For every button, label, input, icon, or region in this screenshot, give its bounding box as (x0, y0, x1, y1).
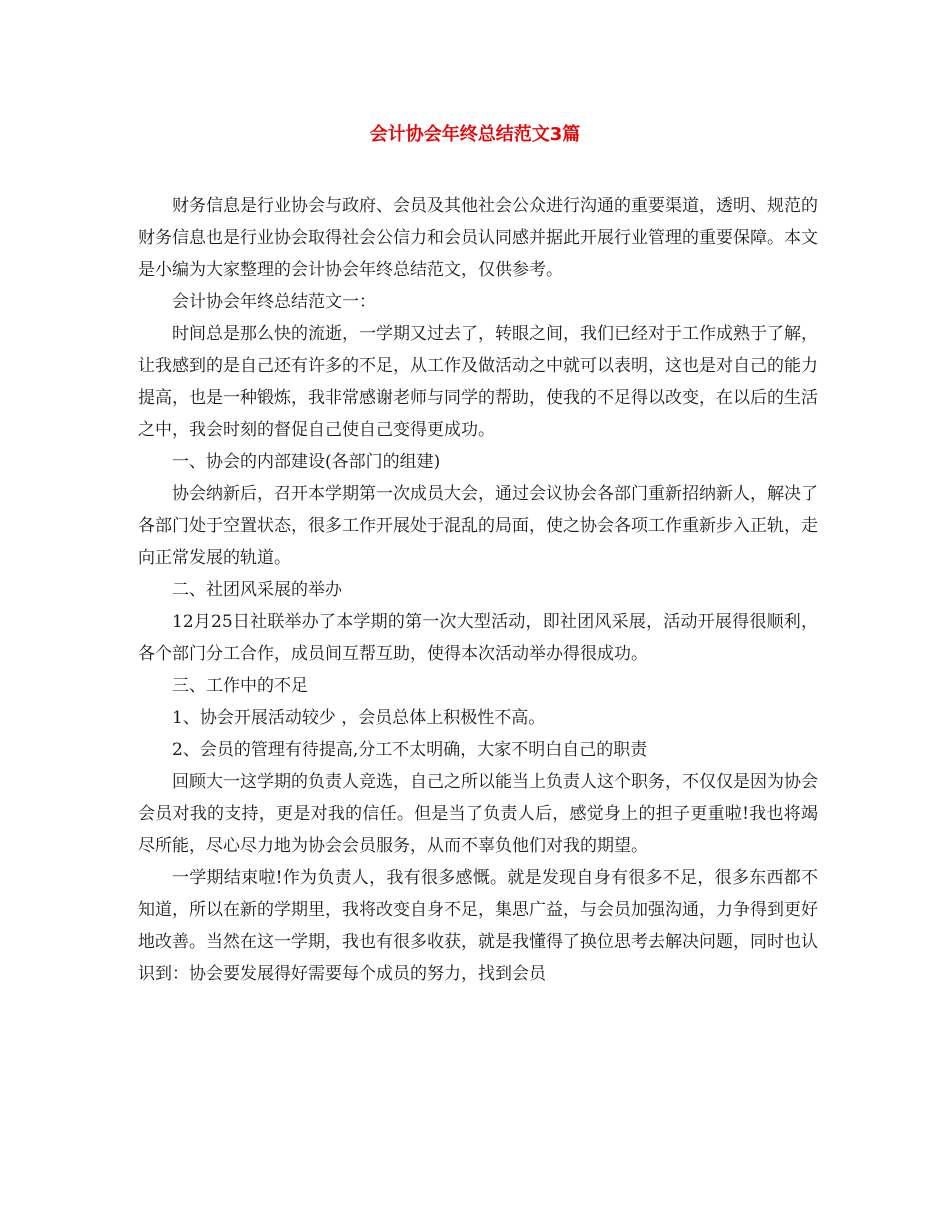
section-heading-shortcomings: 三、工作中的不足 (172, 676, 308, 696)
document-title: 会计协会年终总结范文3篇 (369, 124, 581, 145)
section-heading-club-showcase: 二、社团风采展的举办 (172, 580, 342, 600)
paragraph-intro: 财务信息是行业协会与政府、会员及其他社会公众进行沟通的重要渠道，透明、规范的财务信息也是行业协会取得社会公信力和会员认同感并据此开展行业管理的重要保障。本文是小编为大家整理的会计协会年终总结范文，仅供参考。 (138, 196, 818, 280)
list-item-shortcoming-2: 2、会员的管理有待提高,分工不太明确，大家不明白自己的职责 (172, 740, 648, 760)
paragraph-reflection: 时间总是那么快的流逝，一学期又过去了，转眼之间，我们已经对于工作成熟于了解，让我感到的是自己还有许多的不足，从工作及做活动之中就可以表明，这也是对自己的能力提高，也是一种锻炼，我非常感谢老师与同学的帮助，使我的不足得以改变，在以后的生活之中，我会时刻的督促自己使自己变得更成功。 (138, 324, 818, 440)
paragraph-heading-essay-one: 会计协会年终总结范文一： (172, 292, 376, 312)
paragraph-election-review: 回顾大一这学期的负责人竞选，自己之所以能当上负责人这个职务，不仅仅是因为协会会员对我的支持，更是对我的信任。但是当了负责人后，感觉身上的担子更重啦!我也将竭尽所能，尽心尽力地为协会会员服务，从而不辜负他们对我的期望。 (138, 772, 818, 856)
paragraph-showcase-event: 12月25日社联举办了本学期的第一次大型活动，即社团风采展，活动开展得很顺利，各个部门分工合作，成员间互帮互助，使得本次活动举办得很成功。 (138, 612, 818, 664)
section-heading-internal-building: 一、协会的内部建设(各部门的组建) (172, 452, 441, 472)
paragraph-semester-end: 一学期结束啦!作为负责人，我有很多感慨。就是发现自身有很多不足，很多东西都不知道，所以在新的学期里，我将改变自身不足，集思广益，与会员加强沟通，力争得到更好地改善。当然在这一学期，我也有很多收获，就是我懂得了换位思考去解决问题，同时也认识到：协会要发展得好需要每个成员的努力，找到会员 (138, 868, 818, 984)
paragraph-recruitment: 协会纳新后，召开本学期第一次成员大会，通过会议协会各部门重新招纳新人，解决了各部门处于空置状态，很多工作开展处于混乱的局面，使之协会各项工作重新步入正轨，走向正常发展的轨道。 (138, 484, 818, 568)
list-item-shortcoming-1: 1、协会开展活动较少 ，会员总体上积极性不高。 (172, 708, 546, 728)
document-body (138, 190, 818, 990)
